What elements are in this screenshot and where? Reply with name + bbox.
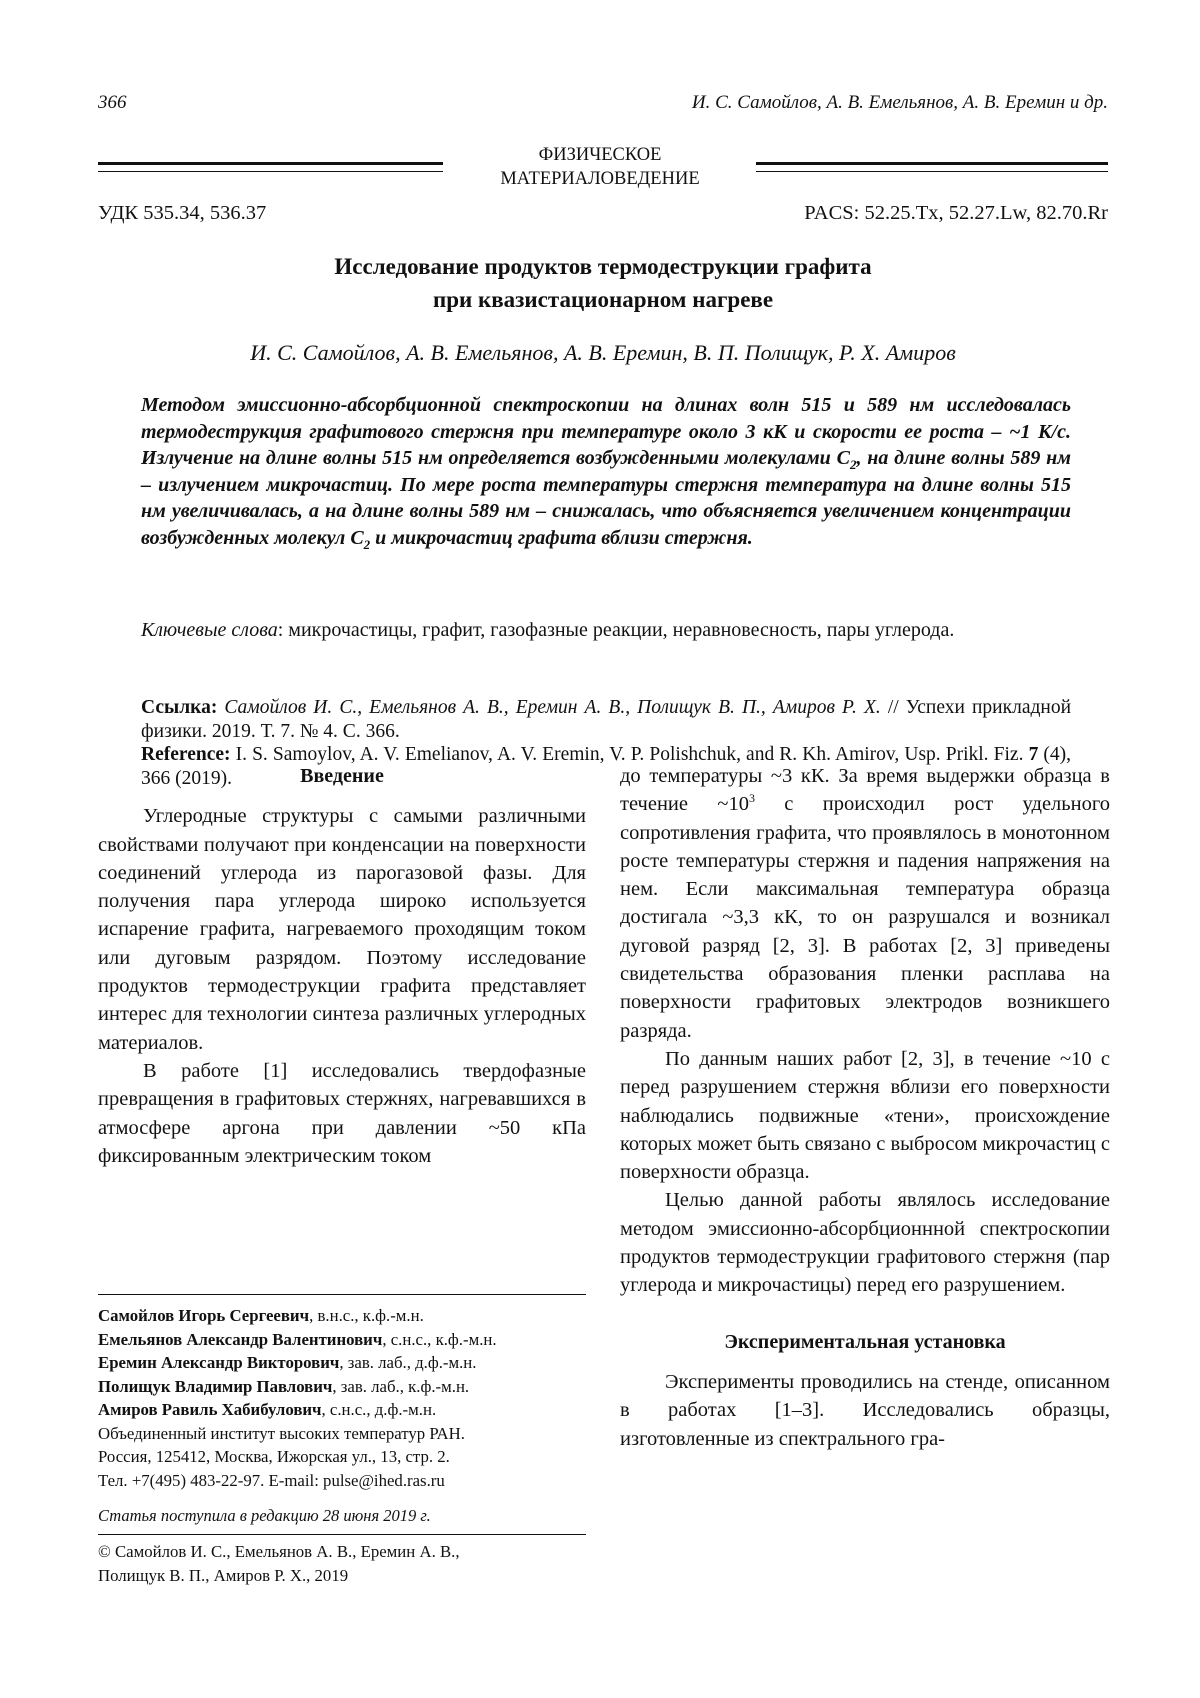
page-number: 366 — [98, 92, 127, 114]
journal-section — [440, 143, 760, 191]
author-name: Полищук Владимир Павлович — [98, 1377, 332, 1396]
citation-ru-rest: // Успехи прикладной физики. 2019. Т. 7. № 4. С. 366. — [141, 697, 1071, 742]
author-name: Еремин Александр Викторович — [98, 1353, 339, 1372]
author-role: , зав. лаб., д.ф.-м.н. — [339, 1353, 476, 1372]
running-head: И. С. Самойлов, А. В. Емельянов, А. В. Еремин и др. — [692, 92, 1108, 114]
keywords-text: : микрочастицы, графит, газофазные реакции, неравновесность, пары углерода. — [278, 619, 955, 641]
abstract — [141, 392, 1071, 551]
citation-en-text-1: I. S. Samoylov, A. V. Emelianov, A. V. Eremin, V. P. Polishchuk, and R. Kh. Amirov, Usp. Prikl. Fiz. — [236, 744, 1024, 765]
copyright-line-1: © Самойлов И. С., Емельянов А. В., Еремин А. В., — [98, 1540, 586, 1564]
citation-en-label: Reference: — [141, 744, 231, 765]
right-paragraph-1 — [620, 762, 1110, 1045]
citation-ru-label: Ссылка: — [141, 697, 217, 718]
author-line — [98, 1351, 586, 1375]
author-role: , с.н.с., к.ф.-м.н. — [382, 1330, 496, 1349]
title-line-2: при квазистационарном нагреве — [98, 283, 1108, 316]
header-rule-left — [98, 162, 443, 172]
article-authors: И. С. Самойлов, А. В. Емельянов, А. В. Еремин, В. П. Полищук, Р. Х. Амиров — [98, 340, 1108, 366]
right-paragraph-1-a: до температуры ~3 кК. За время выдержки образца в течение ~10 — [620, 765, 1110, 815]
abstract-subscript-1: 2 — [850, 457, 857, 472]
heading-experimental-setup: Экспериментальная установка — [620, 1328, 1110, 1356]
heading-introduction: Введение — [98, 762, 586, 790]
citation-en-volume: 7 — [1029, 744, 1039, 765]
right-paragraph-3: Целью данной работы являлось исследование методом эмиссионно-абсорбционнной спектроскопии продуктов термодеструкции графитового стержня (пар углерода и микрочастицы) перед его разрушением. — [620, 1186, 1110, 1299]
copyright-rule — [98, 1534, 586, 1535]
institute: Объединенный институт высоких температур РАН. — [98, 1422, 586, 1446]
right-column — [620, 762, 1110, 1453]
copyright — [98, 1540, 586, 1587]
title-line-1: Исследование продуктов термодеструкции графита — [98, 250, 1108, 283]
author-role: , в.н.с., к.ф.-м.н. — [309, 1306, 424, 1325]
citation-ru-authors: Самойлов И. С., Емельянов А. В., Еремин А. В., Полищук В. П., Амиров Р. Х. — [224, 697, 880, 718]
address: Россия, 125412, Москва, Ижорская ул., 13, стр. 2. — [98, 1445, 586, 1469]
author-name: Амиров Равиль Хабибулович — [98, 1400, 322, 1419]
author-role: , зав. лаб., к.ф.-м.н. — [332, 1377, 469, 1396]
abstract-text-2: , на длине волны 589 нм – излучением микрочастиц. По мере роста температуры стержня температура на длине волны 515 нм увеличивалась, а на длине волны 589 нм – снижалась, что объясняется увеличением концентрации возбужденных молекул C — [141, 447, 1071, 549]
header-rule-right — [756, 162, 1108, 172]
left-column — [98, 762, 586, 1170]
author-info — [98, 1304, 586, 1492]
contact: Тел. +7(495) 483-22-97. E-mail: pulse@ihed.ras.ru — [98, 1469, 586, 1493]
abstract-text-3: и микрочастиц графита вблизи стержня. — [370, 527, 753, 549]
footnote-rule — [98, 1294, 586, 1295]
right-paragraph-2: По данным наших работ [2, 3], в течение ~10 с перед разрушением стержня вблизи его поверхности наблюдались подвижные «тени», происхождение которых может быть связано с выбросом микрочастиц с поверхности образца. — [620, 1045, 1110, 1186]
author-name: Самойлов Игорь Сергеевич — [98, 1306, 309, 1325]
udk-code: УДК 535.34, 536.37 — [98, 202, 266, 225]
section-line-1: ФИЗИЧЕСКОЕ — [440, 143, 760, 167]
keywords-label: Ключевые слова — [141, 619, 278, 641]
citation-ru — [141, 696, 1071, 743]
citation-en-text-2: (4), 366 (2019). — [141, 744, 1071, 789]
abstract-subscript-2: 2 — [364, 537, 371, 552]
section-line-2: МАТЕРИАЛОВЕДЕНИЕ — [440, 167, 760, 191]
keywords — [141, 617, 1071, 643]
author-line — [98, 1328, 586, 1352]
author-name: Емельянов Александр Валентинович — [98, 1330, 382, 1349]
article-title — [98, 250, 1108, 316]
exponent: 3 — [749, 791, 755, 805]
copyright-line-2: Полищук В. П., Амиров Р. Х., 2019 — [98, 1564, 586, 1588]
received-date: Статья поступила в редакцию 28 июня 2019 г. — [98, 1506, 431, 1526]
author-line — [98, 1304, 586, 1328]
right-paragraph-4: Эксперименты проводились на стенде, описанном в работах [1–3]. Исследовались образцы, изготовленные из спектрального гра- — [620, 1368, 1110, 1453]
intro-paragraph-2: В работе [1] исследовались твердофазные превращения в графитовых стержнях, нагревавшихся в атмосфере аргона при давлении ~50 кПа фиксированным электрическим током — [98, 1057, 586, 1170]
pacs-code: PACS: 52.25.Tx, 52.27.Lw, 82.70.Rr — [804, 202, 1108, 225]
intro-paragraph-1: Углеродные структуры с самыми различными свойствами получают при конденсации на поверхности соединений углерода из парогазовой фазы. Для получения пара углерода широко используется испарение графита, нагреваемого проходящим током или дуговым разрядом. Поэтому исследование продуктов термодеструкции графита представляет интерес для технологии синтеза различных углеродных материалов. — [98, 802, 586, 1057]
author-role: , с.н.с., д.ф.-м.н. — [322, 1400, 437, 1419]
abstract-text-1: Методом эмиссионно-абсорбционной спектроскопии на длинах волн 515 и 589 нм исследовалась термодеструкция графитового стержня при температуре около 3 кК и скорости ее роста – ~1 К/с. Излучение на длине волны 515 нм определяется возбужденными молекулами C — [141, 394, 1071, 469]
author-line — [98, 1375, 586, 1399]
author-line — [98, 1398, 586, 1422]
right-paragraph-1-b: с происходил рост удельного сопротивления графита, что проявлялось в монотонном росте температуры стержня и падения напряжения на нем. Если максимальная температура образца достигала ~3,3 кК, то он разрушался и возникал дуговой разряд [2, 3]. В работах [2, 3] приведены свидетельства образования пленки расплава на поверхности графитовых электродов возникшего разряда. — [620, 793, 1110, 1041]
